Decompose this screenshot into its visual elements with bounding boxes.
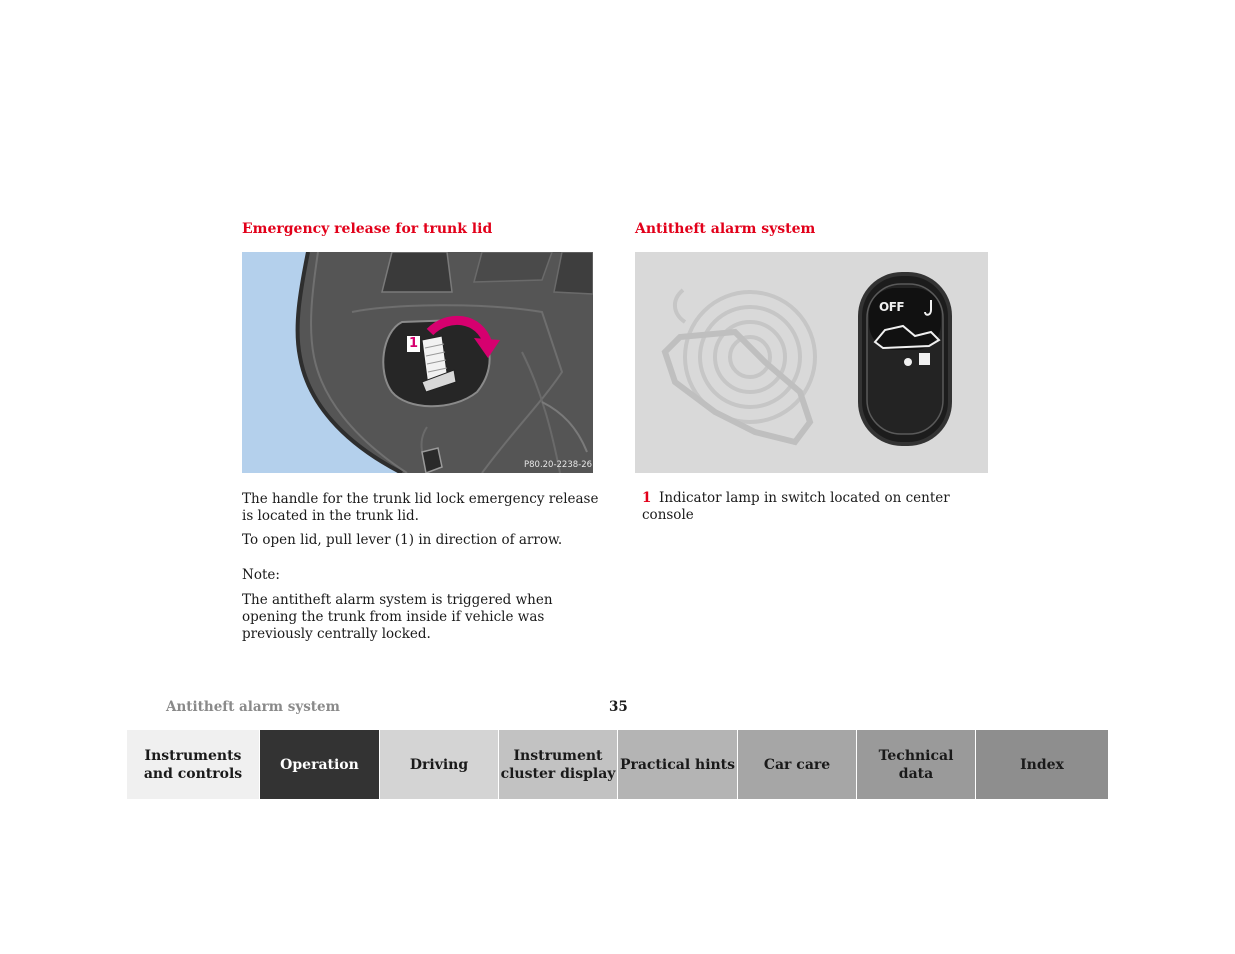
nav-tab-car-care[interactable]: Car care	[737, 730, 856, 799]
chapter-nav	[127, 730, 1108, 799]
figure-code: P80.20-2238-26	[524, 460, 593, 470]
nav-tab-operation[interactable]: Operation	[259, 730, 379, 799]
trunk-lid-drawing	[242, 252, 593, 473]
section-heading-antitheft: Antitheft alarm system	[635, 221, 816, 237]
nav-tab-driving[interactable]: Driving	[379, 730, 498, 799]
nav-tab-technical-data[interactable]: Technical data	[856, 730, 975, 799]
callout-1-label: 1	[408, 336, 419, 351]
caption-indicator-lamp	[642, 490, 1002, 524]
footer-section-title: Antitheft alarm system	[166, 699, 340, 715]
switch-off-label: OFF	[879, 300, 905, 314]
trunk-lid-illustration	[242, 252, 593, 473]
alarm-switch-drawing	[635, 252, 988, 473]
paragraph-handle-location: The handle for the trunk lid lock emergency release is located in the trunk lid.	[242, 491, 599, 524]
page-number: 35	[609, 699, 628, 715]
nav-tab-practical-hints[interactable]: Practical hints	[617, 730, 737, 799]
alarm-switch-illustration	[635, 252, 988, 473]
section-heading-emergency-release: Emergency release for trunk lid	[242, 221, 493, 237]
note-text: The antitheft alarm system is triggered when opening the trunk from inside if vehicle was previously centrally locked.	[242, 592, 553, 642]
nav-tab-instrument-cluster-display[interactable]: Instrument cluster display	[498, 730, 617, 799]
nav-tab-instruments-and-controls[interactable]: Instruments and controls	[127, 730, 259, 799]
caption-number: 1	[642, 490, 652, 506]
note-label: Note:	[242, 567, 280, 583]
caption-text: Indicator lamp in switch located on center console	[642, 490, 950, 523]
paragraph-open-instruction: To open lid, pull lever (1) in direction of arrow.	[242, 532, 563, 548]
nav-tab-index[interactable]: Index	[975, 730, 1108, 799]
